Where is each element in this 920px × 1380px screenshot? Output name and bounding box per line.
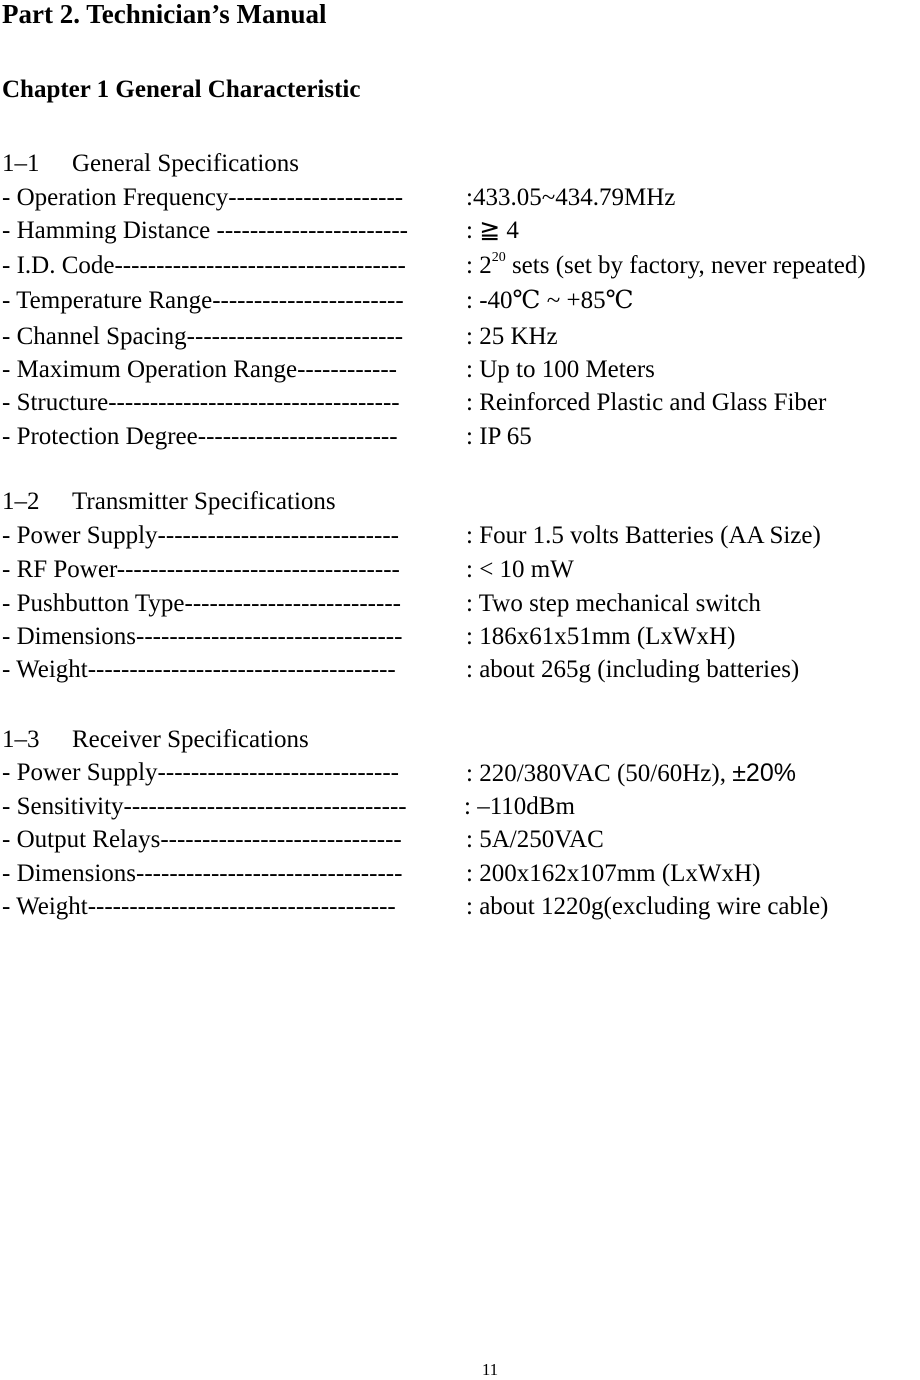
chapter-title: Chapter 1 General Characteristic [2, 76, 361, 103]
spec-label: - Sensitivity---------------------------------- [2, 793, 407, 820]
section-heading-transmitter [2, 486, 336, 518]
spec-value: : 25 KHz [466, 323, 558, 350]
spec-label: - RF Power---------------------------------- [2, 556, 400, 583]
spec-value: : Up to 100 Meters [466, 356, 655, 383]
spec-label: - Operation Frequency--------------------- [2, 184, 404, 211]
section-title: General Specifications [72, 150, 299, 177]
spec-label: - Channel Spacing-------------------------- [2, 323, 404, 350]
section-number: 1–1 [2, 150, 40, 177]
spec-label: - Output Relays----------------------------- [2, 826, 402, 853]
spec-label: - Hamming Distance ----------------------- [2, 217, 409, 244]
spec-label: - Structure----------------------------------- [2, 389, 400, 416]
section-heading-general [2, 148, 299, 180]
spec-value-prefix: : 2 [466, 252, 492, 279]
spec-label: - Dimensions-------------------------------- [2, 623, 403, 650]
spec-value: : 186x61x51mm (LxWxH) [466, 623, 736, 650]
spec-value-exponent: 20 [491, 249, 506, 265]
spec-value: : –110dBm [464, 793, 575, 820]
spec-label: - Weight------------------------------------- [2, 656, 396, 683]
spec-value: : 5A/250VAC [466, 826, 604, 853]
spec-value: : -40℃ ~ +85℃ [466, 287, 634, 314]
spec-label: - I.D. Code----------------------------------- [2, 252, 406, 279]
spec-value [466, 757, 796, 790]
spec-value: : about 265g (including batteries) [466, 656, 800, 683]
spec-value: : ≧ 4 [466, 217, 519, 244]
spec-value: : Four 1.5 volts Batteries (AA Size) [466, 522, 821, 549]
section-number: 1–3 [2, 726, 40, 753]
spec-label: - Dimensions-------------------------------- [2, 860, 403, 887]
spec-value: :433.05~434.79MHz [466, 184, 676, 211]
spec-value: : 200x162x107mm (LxWxH) [466, 860, 761, 887]
section-number: 1–2 [2, 488, 40, 515]
spec-label: - Weight------------------------------------- [2, 893, 396, 920]
spec-label: - Pushbutton Type-------------------------- [2, 590, 401, 617]
spec-label: - Maximum Operation Range------------ [2, 356, 397, 383]
spec-value [466, 250, 866, 282]
spec-value: : IP 65 [466, 423, 532, 450]
spec-label: - Power Supply----------------------------- [2, 759, 399, 786]
spec-label: - Temperature Range----------------------- [2, 287, 404, 314]
section-heading-receiver [2, 724, 309, 756]
spec-value-suffix: sets (set by factory, never repeated) [505, 252, 866, 279]
section-title: Receiver Specifications [72, 726, 309, 753]
spec-label: - Protection Degree------------------------ [2, 423, 398, 450]
section-title: Transmitter Specifications [72, 488, 336, 515]
spec-value: : about 1220g(excluding wire cable) [466, 893, 829, 920]
spec-value-main: : 220/380VAC (50/60Hz), [466, 760, 733, 787]
spec-value: : Two step mechanical switch [466, 590, 761, 617]
spec-value-tolerance: ±20% [732, 759, 796, 787]
spec-value: : < 10 mW [466, 556, 574, 583]
spec-value: : Reinforced Plastic and Glass Fiber [466, 389, 827, 416]
spec-label: - Power Supply----------------------------- [2, 522, 399, 549]
page-number: 11 [481, 1360, 499, 1379]
part-title: Part 2. Technician’s Manual [2, 0, 327, 29]
